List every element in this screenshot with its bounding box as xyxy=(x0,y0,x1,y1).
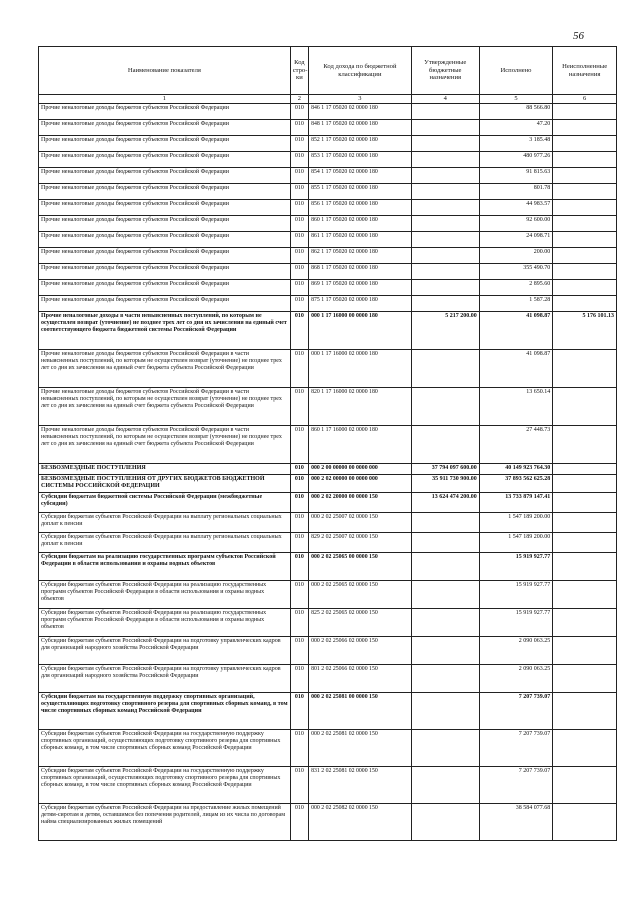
cell-unexecuted xyxy=(553,426,617,464)
table-row xyxy=(39,637,617,665)
cell-line-code: 010 xyxy=(290,296,308,312)
cell-income-code: 801 2 02 25066 02 0000 150 xyxy=(309,665,412,693)
cell-line-code: 010 xyxy=(290,350,308,388)
cell-income-code: 853 1 17 05020 02 0000 180 xyxy=(309,152,412,168)
header-name: Наименование показателя xyxy=(39,47,291,95)
cell-income-code: 000 2 02 25065 00 0000 150 xyxy=(309,553,412,581)
table-row xyxy=(39,312,617,350)
table-row xyxy=(39,264,617,280)
column-index-row xyxy=(39,95,617,104)
cell-unexecuted xyxy=(553,804,617,841)
cell-approved: 5 217 200.00 xyxy=(411,312,479,350)
cell-approved xyxy=(411,350,479,388)
cell-line-code: 010 xyxy=(290,120,308,136)
cell-executed: 92 600.00 xyxy=(479,216,552,232)
cell-approved xyxy=(411,609,479,637)
cell-executed: 2 090 063.25 xyxy=(479,665,552,693)
cell-line-code: 010 xyxy=(290,388,308,426)
cell-name: Прочие неналоговые доходы бюджетов субъектов Российской Федерации в части невыясненных поступлений, по которым не осуществлен возврат (уточнение) не позднее трех лет со дня их зачисления на единый счет бюджета субъекта Российской Федерации xyxy=(39,426,291,464)
cell-line-code: 010 xyxy=(290,168,308,184)
cell-approved xyxy=(411,152,479,168)
table-row xyxy=(39,730,617,767)
cell-unexecuted xyxy=(553,493,617,513)
cell-line-code: 010 xyxy=(290,136,308,152)
cell-executed: 41 098.87 xyxy=(479,312,552,350)
table-row xyxy=(39,533,617,553)
cell-name: Прочие неналоговые доходы бюджетов субъектов Российской Федерации xyxy=(39,296,291,312)
cell-income-code: 000 1 17 16000 02 0000 180 xyxy=(309,350,412,388)
cell-approved xyxy=(411,168,479,184)
cell-line-code: 010 xyxy=(290,312,308,350)
cell-line-code: 010 xyxy=(290,665,308,693)
column-index: 1 xyxy=(39,95,291,104)
cell-unexecuted xyxy=(553,581,617,609)
cell-unexecuted xyxy=(553,168,617,184)
cell-approved xyxy=(411,120,479,136)
cell-line-code: 010 xyxy=(290,216,308,232)
cell-executed: 44 983.57 xyxy=(479,200,552,216)
cell-line-code: 010 xyxy=(290,553,308,581)
cell-income-code: 862 1 17 05020 02 0000 180 xyxy=(309,248,412,264)
table-row xyxy=(39,350,617,388)
cell-executed: 15 919 927.77 xyxy=(479,581,552,609)
table-row xyxy=(39,152,617,168)
table-row xyxy=(39,767,617,804)
cell-name: Прочие неналоговые доходы бюджетов субъектов Российской Федерации xyxy=(39,120,291,136)
cell-name: Субсидии бюджетам на реализацию государственных программ субъектов Российской Федерации в области использования и охраны водных объектов xyxy=(39,553,291,581)
table-row xyxy=(39,216,617,232)
cell-income-code: 000 2 02 25066 02 0000 150 xyxy=(309,637,412,665)
cell-unexecuted xyxy=(553,665,617,693)
cell-line-code: 010 xyxy=(290,637,308,665)
table-row xyxy=(39,136,617,152)
cell-line-code: 010 xyxy=(290,513,308,533)
cell-approved: 13 624 474 200.00 xyxy=(411,493,479,513)
cell-income-code: 846 1 17 05020 02 0000 180 xyxy=(309,104,412,120)
cell-approved xyxy=(411,730,479,767)
cell-income-code: 869 1 17 05020 02 0000 180 xyxy=(309,280,412,296)
cell-name: Прочие неналоговые доходы бюджетов субъектов Российской Федерации xyxy=(39,200,291,216)
cell-approved xyxy=(411,693,479,730)
cell-executed: 13 733 879 147.41 xyxy=(479,493,552,513)
cell-line-code: 010 xyxy=(290,693,308,730)
cell-unexecuted xyxy=(553,152,617,168)
cell-name: Субсидии бюджетам субъектов Российской Федерации на реализацию государственных программ субъектов Российской Федерации в области использования и охраны водных объектов xyxy=(39,581,291,609)
page-number: 56 xyxy=(573,30,584,42)
cell-unexecuted xyxy=(553,609,617,637)
cell-income-code: 855 1 17 05020 02 0000 180 xyxy=(309,184,412,200)
cell-name: Субсидии бюджетам субъектов Российской Федерации на государственную поддержку спортивных организаций, осуществляющих подготовку спортивного резерва для спортивных сборных команд, в том числе спортивных сборных команд Российской Федерации xyxy=(39,730,291,767)
cell-approved xyxy=(411,216,479,232)
table-header-row xyxy=(39,47,617,95)
cell-executed: 2 090 063.25 xyxy=(479,637,552,665)
cell-name: Прочие неналоговые доходы бюджетов субъектов Российской Федерации xyxy=(39,184,291,200)
cell-name: Прочие неналоговые доходы бюджетов субъектов Российской Федерации в части невыясненных поступлений, по которым не осуществлен возврат (уточнение) не позднее трех лет со дня их зачисления на единый счет бюджета субъекта Российской Федерации xyxy=(39,388,291,426)
table-row xyxy=(39,168,617,184)
cell-unexecuted xyxy=(553,637,617,665)
cell-executed: 37 893 562 625.28 xyxy=(479,475,552,493)
table-row xyxy=(39,475,617,493)
cell-income-code: 000 2 02 25065 02 0000 150 xyxy=(309,581,412,609)
cell-name: Субсидии бюджетам на государственную поддержку спортивных организаций, осуществляющих подготовку спортивного резерва для спортивных сборных команд, в том числе спортивных сборных команд Российской Федерации xyxy=(39,693,291,730)
cell-income-code: 875 1 17 05020 02 0000 180 xyxy=(309,296,412,312)
cell-income-code: 868 1 17 05020 02 0000 180 xyxy=(309,264,412,280)
cell-executed: 2 895.60 xyxy=(479,280,552,296)
cell-approved xyxy=(411,804,479,841)
cell-income-code: 000 2 02 25007 02 0000 150 xyxy=(309,513,412,533)
cell-approved: 37 794 097 600.00 xyxy=(411,464,479,475)
cell-unexecuted xyxy=(553,216,617,232)
cell-approved xyxy=(411,767,479,804)
cell-approved xyxy=(411,280,479,296)
cell-income-code: 000 2 02 20000 00 0000 150 xyxy=(309,493,412,513)
cell-income-code: 860 1 17 16000 02 0000 180 xyxy=(309,426,412,464)
cell-unexecuted xyxy=(553,388,617,426)
cell-approved xyxy=(411,264,479,280)
cell-name: Прочие неналоговые доходы бюджетов субъектов Российской Федерации xyxy=(39,152,291,168)
table-row xyxy=(39,665,617,693)
cell-unexecuted xyxy=(553,513,617,533)
cell-name: Субсидии бюджетам субъектов Российской Федерации на подготовку управленческих кадров для организаций народного хозяйства Российской Федерации xyxy=(39,665,291,693)
cell-unexecuted xyxy=(553,693,617,730)
table-row xyxy=(39,388,617,426)
cell-executed: 801.78 xyxy=(479,184,552,200)
cell-approved xyxy=(411,581,479,609)
cell-unexecuted xyxy=(553,730,617,767)
cell-income-code: 831 2 02 25081 02 0000 150 xyxy=(309,767,412,804)
cell-executed: 355 490.70 xyxy=(479,264,552,280)
cell-income-code: 000 1 17 16000 00 0000 180 xyxy=(309,312,412,350)
column-index: 4 xyxy=(411,95,479,104)
header-unexecuted: Неисполненные назначения xyxy=(553,47,617,95)
cell-income-code: 000 2 02 00000 00 0000 000 xyxy=(309,475,412,493)
cell-line-code: 010 xyxy=(290,426,308,464)
table-row xyxy=(39,553,617,581)
cell-name: БЕЗВОЗМЕЗДНЫЕ ПОСТУПЛЕНИЯ ОТ ДРУГИХ БЮДЖЕТОВ БЮДЖЕТНОЙ СИСТЕМЫ РОССИЙСКОЙ ФЕДЕРАЦИИ xyxy=(39,475,291,493)
cell-executed: 7 207 739.07 xyxy=(479,730,552,767)
cell-income-code: 852 1 17 05020 02 0000 180 xyxy=(309,136,412,152)
cell-line-code: 010 xyxy=(290,730,308,767)
cell-line-code: 010 xyxy=(290,152,308,168)
cell-income-code: 820 1 17 16000 02 0000 180 xyxy=(309,388,412,426)
table-body xyxy=(39,104,617,841)
cell-line-code: 010 xyxy=(290,248,308,264)
cell-unexecuted xyxy=(553,248,617,264)
cell-unexecuted xyxy=(553,767,617,804)
cell-executed: 200.00 xyxy=(479,248,552,264)
table-row xyxy=(39,426,617,464)
cell-name: Субсидии бюджетам субъектов Российской Федерации на реализацию государственных программ субъектов Российской Федерации в области использования и охраны водных объектов xyxy=(39,609,291,637)
table-row xyxy=(39,104,617,120)
cell-name: Прочие неналоговые доходы бюджетов субъектов Российской Федерации xyxy=(39,264,291,280)
cell-executed: 38 584 077.68 xyxy=(479,804,552,841)
cell-approved xyxy=(411,200,479,216)
cell-line-code: 010 xyxy=(290,232,308,248)
cell-name: Субсидии бюджетам субъектов Российской Федерации на выплату региональных социальных доплат к пенсии xyxy=(39,533,291,553)
cell-income-code: 000 2 00 00000 00 0000 000 xyxy=(309,464,412,475)
table-row xyxy=(39,120,617,136)
cell-income-code: 861 1 17 05020 02 0000 180 xyxy=(309,232,412,248)
cell-approved xyxy=(411,513,479,533)
cell-executed: 7 207 739.07 xyxy=(479,767,552,804)
cell-approved xyxy=(411,426,479,464)
cell-approved xyxy=(411,388,479,426)
cell-executed: 88 566.80 xyxy=(479,104,552,120)
cell-approved: 35 911 730 900.00 xyxy=(411,475,479,493)
table-row xyxy=(39,493,617,513)
cell-unexecuted xyxy=(553,350,617,388)
cell-line-code: 010 xyxy=(290,464,308,475)
table-row xyxy=(39,513,617,533)
table-row xyxy=(39,280,617,296)
cell-name: Прочие неналоговые доходы бюджетов субъектов Российской Федерации xyxy=(39,232,291,248)
cell-executed: 480 977.26 xyxy=(479,152,552,168)
cell-line-code: 010 xyxy=(290,475,308,493)
cell-income-code: 854 1 17 05020 02 0000 180 xyxy=(309,168,412,184)
cell-approved xyxy=(411,553,479,581)
cell-name: Субсидии бюджетам субъектов Российской Федерации на предоставление жилых помещений детям-сиротам и детям, оставшимся без попечения родителей, лицам из их числа по договорам найма специализированных жилых помещений xyxy=(39,804,291,841)
cell-executed: 15 919 927.77 xyxy=(479,553,552,581)
cell-unexecuted xyxy=(553,200,617,216)
cell-line-code: 010 xyxy=(290,184,308,200)
cell-approved xyxy=(411,665,479,693)
cell-line-code: 010 xyxy=(290,264,308,280)
cell-name: Прочие неналоговые доходы бюджетов субъектов Российской Федерации xyxy=(39,280,291,296)
cell-income-code: 000 2 02 25081 00 0000 150 xyxy=(309,693,412,730)
cell-income-code: 856 1 17 05020 02 0000 180 xyxy=(309,200,412,216)
column-index: 2 xyxy=(290,95,308,104)
cell-income-code: 848 1 17 05020 02 0000 180 xyxy=(309,120,412,136)
table-row xyxy=(39,464,617,475)
cell-name: Субсидии бюджетам субъектов Российской Федерации на выплату региональных социальных доплат к пенсии xyxy=(39,513,291,533)
cell-executed: 1 547 189 200.00 xyxy=(479,533,552,553)
header-line-code: Код стро-ки xyxy=(290,47,308,95)
cell-name: БЕЗВОЗМЕЗДНЫЕ ПОСТУПЛЕНИЯ xyxy=(39,464,291,475)
cell-approved xyxy=(411,296,479,312)
cell-approved xyxy=(411,184,479,200)
header-income-code: Код дохода по бюджетной классификации xyxy=(309,47,412,95)
budget-execution-table xyxy=(38,46,617,841)
cell-income-code: 829 2 02 25007 02 0000 150 xyxy=(309,533,412,553)
cell-line-code: 010 xyxy=(290,533,308,553)
cell-unexecuted xyxy=(553,232,617,248)
cell-line-code: 010 xyxy=(290,493,308,513)
cell-unexecuted: 5 176 101.13 xyxy=(553,312,617,350)
cell-executed: 15 919 927.77 xyxy=(479,609,552,637)
column-index: 6 xyxy=(553,95,617,104)
cell-income-code: 000 2 02 25081 02 0000 150 xyxy=(309,730,412,767)
cell-executed: 1 547 189 200.00 xyxy=(479,513,552,533)
cell-executed: 27 448.73 xyxy=(479,426,552,464)
column-index: 5 xyxy=(479,95,552,104)
cell-unexecuted xyxy=(553,184,617,200)
cell-name: Прочие неналоговые доходы бюджетов субъектов Российской Федерации xyxy=(39,136,291,152)
table-row xyxy=(39,232,617,248)
cell-line-code: 010 xyxy=(290,767,308,804)
cell-unexecuted xyxy=(553,120,617,136)
cell-approved xyxy=(411,136,479,152)
table-row xyxy=(39,200,617,216)
header-executed: Исполнено xyxy=(479,47,552,95)
cell-name: Прочие неналоговые доходы бюджетов субъектов Российской Федерации xyxy=(39,248,291,264)
cell-approved xyxy=(411,533,479,553)
cell-executed: 41 098.87 xyxy=(479,350,552,388)
cell-approved xyxy=(411,104,479,120)
cell-executed: 1 587.28 xyxy=(479,296,552,312)
table-row xyxy=(39,609,617,637)
cell-name: Прочие неналоговые доходы бюджетов субъектов Российской Федерации xyxy=(39,216,291,232)
cell-executed: 40 149 923 764.30 xyxy=(479,464,552,475)
cell-executed: 7 207 739.07 xyxy=(479,693,552,730)
cell-name: Прочие неналоговые доходы в части невыясненных поступлений, по которым не осуществлен возврат (уточнение) не позднее трех лет со дня их зачисления на единый счет соответствующего бюджета бюджетной системы Российской Федерации xyxy=(39,312,291,350)
cell-unexecuted xyxy=(553,296,617,312)
cell-income-code: 825 2 02 25065 02 0000 150 xyxy=(309,609,412,637)
cell-name: Прочие неналоговые доходы бюджетов субъектов Российской Федерации xyxy=(39,104,291,120)
cell-line-code: 010 xyxy=(290,804,308,841)
table-row xyxy=(39,581,617,609)
cell-approved xyxy=(411,232,479,248)
table-row xyxy=(39,804,617,841)
column-index: 3 xyxy=(309,95,412,104)
cell-name: Прочие неналоговые доходы бюджетов субъектов Российской Федерации в части невыясненных поступлений, по которым не осуществлен возврат (уточнение) не позднее трех лет со дня их зачисления на единый счет бюджета субъекта Российской Федерации xyxy=(39,350,291,388)
cell-unexecuted xyxy=(553,553,617,581)
table-row xyxy=(39,693,617,730)
cell-unexecuted xyxy=(553,533,617,553)
cell-executed: 24 098.71 xyxy=(479,232,552,248)
table-row xyxy=(39,184,617,200)
cell-unexecuted xyxy=(553,264,617,280)
cell-name: Субсидии бюджетам субъектов Российской Федерации на подготовку управленческих кадров для организаций народного хозяйства Российской Федерации xyxy=(39,637,291,665)
table-row xyxy=(39,248,617,264)
cell-executed: 3 185.48 xyxy=(479,136,552,152)
cell-executed: 47.20 xyxy=(479,120,552,136)
table-row xyxy=(39,296,617,312)
cell-unexecuted xyxy=(553,104,617,120)
cell-line-code: 010 xyxy=(290,609,308,637)
cell-income-code: 860 1 17 05020 02 0000 180 xyxy=(309,216,412,232)
cell-line-code: 010 xyxy=(290,200,308,216)
cell-unexecuted xyxy=(553,464,617,475)
cell-line-code: 010 xyxy=(290,581,308,609)
header-approved: Утвержденные бюджетные назначения xyxy=(411,47,479,95)
cell-unexecuted xyxy=(553,475,617,493)
cell-name: Субсидии бюджетам бюджетной системы Российской Федерации (межбюджетные субсидии) xyxy=(39,493,291,513)
cell-name: Прочие неналоговые доходы бюджетов субъектов Российской Федерации xyxy=(39,168,291,184)
cell-unexecuted xyxy=(553,136,617,152)
cell-line-code: 010 xyxy=(290,104,308,120)
cell-approved xyxy=(411,248,479,264)
cell-unexecuted xyxy=(553,280,617,296)
cell-approved xyxy=(411,637,479,665)
cell-income-code: 000 2 02 25082 02 0000 150 xyxy=(309,804,412,841)
cell-name: Субсидии бюджетам субъектов Российской Федерации на государственную поддержку спортивных организаций, осуществляющих подготовку спортивного резерва для спортивных сборных команд, в том числе спортивных сборных команд Российской Федерации xyxy=(39,767,291,804)
cell-line-code: 010 xyxy=(290,280,308,296)
cell-executed: 13 650.14 xyxy=(479,388,552,426)
cell-executed: 91 815.63 xyxy=(479,168,552,184)
